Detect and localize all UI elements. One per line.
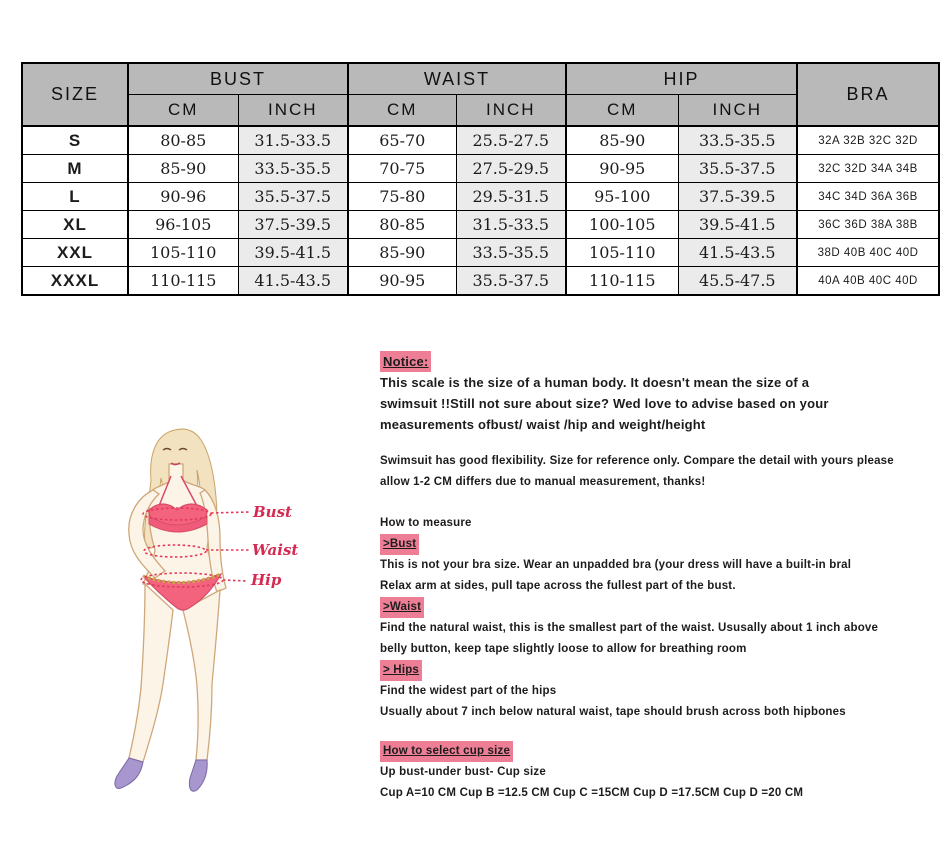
bra-cell: 34C 34D 36A 36B (797, 183, 939, 211)
hip-inch-cell: 33.5-35.5 (678, 126, 797, 155)
hip-cm-cell: 105-110 (566, 239, 678, 267)
size-cell: S (22, 126, 128, 155)
bra-cell: 36C 36D 38A 38B (797, 211, 939, 239)
body-figure-svg (105, 418, 360, 818)
figure-left-shoe (115, 758, 143, 788)
flexibility-note-line: allow 1-2 CM differs due to manual measurement, thanks! (380, 476, 706, 488)
notice-heading-line (380, 351, 935, 372)
waist-inch-cell: 35.5-37.5 (456, 267, 566, 296)
col-header-bust: BUST (128, 63, 348, 95)
notice-line: This scale is the size of a human body. It doesn't mean the size of a (380, 375, 810, 390)
size-cell: L (22, 183, 128, 211)
table-row-xl (22, 211, 939, 239)
table-row-xxxl (22, 267, 939, 296)
hip-label: Hip (251, 571, 282, 589)
cup-size-line: Cup A=10 CM Cup B =12.5 CM Cup C =15CM Cup D =17.5CM Cup D =20 CM (380, 787, 804, 799)
size-cell: XXL (22, 239, 128, 267)
waist-cm-cell: 75-80 (348, 183, 456, 211)
col-header-hip-inch: INCH (678, 95, 797, 127)
hips-instruction-line: Find the widest part of the hips (380, 685, 557, 697)
waist-inch-cell: 33.5-35.5 (456, 239, 566, 267)
notice-line: swimsuit !!Still not sure about size? Wed love to advise based on your (380, 396, 829, 411)
bust-inch-cell: 37.5-39.5 (238, 211, 348, 239)
waist-instruction-line: belly button, keep tape slightly loose to allow for breathing room (380, 643, 747, 655)
bust-inch-cell: 33.5-35.5 (238, 155, 348, 183)
waist-inch-cell: 25.5-27.5 (456, 126, 566, 155)
bust-inch-cell: 35.5-37.5 (238, 183, 348, 211)
bust-leader-line (211, 512, 249, 513)
hip-cm-cell: 85-90 (566, 126, 678, 155)
hip-cm-cell: 90-95 (566, 155, 678, 183)
col-header-size: SIZE (22, 63, 128, 126)
bust-label: Bust (253, 503, 292, 521)
hip-inch-cell: 41.5-43.5 (678, 239, 797, 267)
col-header-waist-cm: CM (348, 95, 456, 127)
waist-cm-cell: 85-90 (348, 239, 456, 267)
hip-cm-cell: 110-115 (566, 267, 678, 296)
table-row-l (22, 183, 939, 211)
bust-section-label: >Bust (380, 534, 419, 555)
bra-cell: 32A 32B 32C 32D (797, 126, 939, 155)
waist-instruction-line: Find the natural waist, this is the smallest part of the waist. Ususally about 1 inch above (380, 622, 879, 634)
cup-size-line: Up bust-under bust- Cup size (380, 766, 546, 778)
bust-cm-cell: 90-96 (128, 183, 238, 211)
waist-section-label: >Waist (380, 597, 424, 618)
figure-left-leg (129, 584, 173, 762)
how-to-measure-title: How to measure (380, 517, 472, 529)
table-row-s (22, 126, 939, 155)
notice-heading: Notice: (380, 351, 431, 372)
waist-inch-cell: 27.5-29.5 (456, 155, 566, 183)
bust-instruction-line: This is not your bra size. Wear an unpadded bra (your dress will have a built-in bral (380, 559, 852, 571)
table-row-m (22, 155, 939, 183)
col-header-bust-inch: INCH (238, 95, 348, 127)
hips-section-label: > Hips (380, 660, 422, 681)
table-row-xxl (22, 239, 939, 267)
bra-cell: 38D 40B 40C 40D (797, 239, 939, 267)
waist-label: Waist (252, 541, 299, 559)
bust-cm-cell: 96-105 (128, 211, 238, 239)
hip-inch-cell: 37.5-39.5 (678, 183, 797, 211)
waist-inch-cell: 31.5-33.5 (456, 211, 566, 239)
hip-leader-line (223, 580, 247, 581)
bust-inch-cell: 39.5-41.5 (238, 239, 348, 267)
size-chart-section (21, 62, 940, 296)
cup-size-heading: How to select cup size (380, 741, 513, 762)
hip-inch-cell: 39.5-41.5 (678, 211, 797, 239)
size-cell: XXXL (22, 267, 128, 296)
waist-inch-cell: 29.5-31.5 (456, 183, 566, 211)
hip-inch-cell: 45.5-47.5 (678, 267, 797, 296)
size-guide-text (380, 351, 935, 804)
col-header-waist-inch: INCH (456, 95, 566, 127)
bra-cell: 40A 40B 40C 40D (797, 267, 939, 296)
notice-line: measurements ofbust/ waist /hip and weight/height (380, 417, 706, 432)
waist-cm-cell: 70-75 (348, 155, 456, 183)
waist-cm-cell: 90-95 (348, 267, 456, 296)
measurement-figure-illustration (105, 418, 360, 818)
figure-right-shoe (189, 760, 207, 791)
bust-instruction-line: Relax arm at sides, pull tape across the fullest part of the bust. (380, 580, 736, 592)
col-header-hip: HIP (566, 63, 797, 95)
bust-cm-cell: 110-115 (128, 267, 238, 296)
col-header-bra: BRA (797, 63, 939, 126)
bust-inch-cell: 41.5-43.5 (238, 267, 348, 296)
size-cell: M (22, 155, 128, 183)
col-header-waist: WAIST (348, 63, 566, 95)
bust-cm-cell: 85-90 (128, 155, 238, 183)
hip-cm-cell: 100-105 (566, 211, 678, 239)
col-header-bust-cm: CM (128, 95, 238, 127)
hip-inch-cell: 35.5-37.5 (678, 155, 797, 183)
bust-cm-cell: 105-110 (128, 239, 238, 267)
hips-instruction-line: Usually about 7 inch below natural waist, tape should brush across both hipbones (380, 706, 846, 718)
bust-inch-cell: 31.5-33.5 (238, 126, 348, 155)
col-header-hip-cm: CM (566, 95, 678, 127)
size-chart-table (21, 62, 940, 296)
bra-cell: 32C 32D 34A 34B (797, 155, 939, 183)
hips-section-label-line (380, 660, 935, 681)
table-header-row-groups (22, 63, 939, 95)
size-cell: XL (22, 211, 128, 239)
cup-size-heading-line (380, 741, 935, 762)
waist-cm-cell: 80-85 (348, 211, 456, 239)
flexibility-note-line: Swimsuit has good flexibility. Size for reference only. Compare the detail with yours please (380, 455, 894, 467)
figure-right-leg (183, 590, 220, 760)
hip-cm-cell: 95-100 (566, 183, 678, 211)
waist-section-label-line (380, 597, 935, 618)
waist-cm-cell: 65-70 (348, 126, 456, 155)
bust-cm-cell: 80-85 (128, 126, 238, 155)
bust-section-label-line (380, 534, 935, 555)
